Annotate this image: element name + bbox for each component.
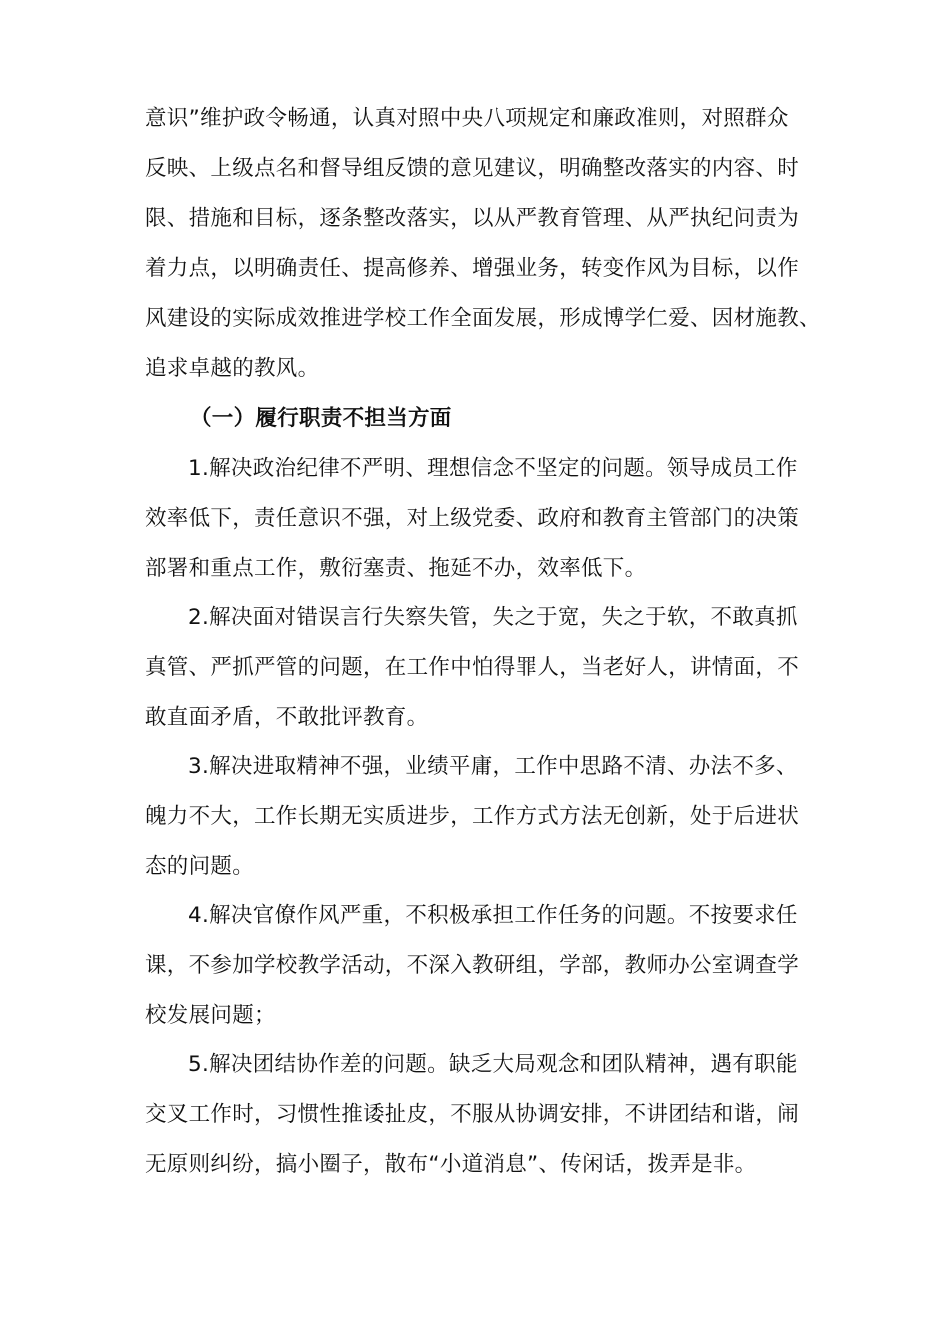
item-4-line: 课，不参加学校教学活动，不深入教研组，学部，教师办公室调查学 xyxy=(145,953,800,978)
item-5-line: 交叉工作时，习惯性推诿扯皮，不服从协调安排，不讲团结和谐，闹 xyxy=(145,1102,800,1127)
item-2-line: 2.解决面对错误言行失察失管，失之于宽，失之于软，不敢真抓 xyxy=(188,605,798,630)
item-4-line: 校发展问题； xyxy=(145,1003,276,1028)
intro-line: 追求卓越的教风。 xyxy=(145,356,320,381)
intro-line: 风建设的实际成效推进学校工作全面发展，形成博学仁爱、因材施教、 xyxy=(145,306,821,331)
item-3-line: 态的问题。 xyxy=(145,854,255,879)
item-5-line: 5.解决团结协作差的问题。缺乏大局观念和团队精神，遇有职能 xyxy=(188,1052,798,1077)
intro-line: 反映、上级点名和督导组反馈的意见建议，明确整改落实的内容、时 xyxy=(145,156,800,181)
intro-line: 限、措施和目标，逐条整改落实，以从严教育管理、从严执纪问责为 xyxy=(145,206,800,231)
item-1-line: 效率低下，责任意识不强，对上级党委、政府和教育主管部门的决策 xyxy=(145,506,800,531)
item-1-line: 1.解决政治纪律不严明、理想信念不坚定的问题。领导成员工作 xyxy=(188,456,798,481)
item-1-line: 部署和重点工作，敷衍塞责、拖延不办，效率低下。 xyxy=(145,556,647,581)
item-5-line: 无原则纠纷，搞小圈子，散布“小道消息”、传闲话，拨弄是非。 xyxy=(145,1152,757,1177)
section-heading: （一）履行职责不担当方面 xyxy=(190,406,452,431)
intro-line: 着力点，以明确责任、提高修养、增强业务，转变作风为目标，以作 xyxy=(145,256,800,281)
intro-line: 意识”维护政令畅通，认真对照中央八项规定和廉政准则，对照群众 xyxy=(145,106,789,131)
item-2-line: 真管、严抓严管的问题，在工作中怕得罪人，当老好人，讲情面，不 xyxy=(145,655,800,680)
item-3-line: 3.解决进取精神不强，业绩平庸，工作中思路不清、办法不多、 xyxy=(188,754,798,779)
item-4-line: 4.解决官僚作风严重，不积极承担工作任务的问题。不按要求任 xyxy=(188,903,798,928)
item-3-line: 魄力不大，工作长期无实质进步，工作方式方法无创新，处于后进状 xyxy=(145,804,800,829)
item-2-line: 敢直面矛盾，不敢批评教育。 xyxy=(145,705,429,730)
